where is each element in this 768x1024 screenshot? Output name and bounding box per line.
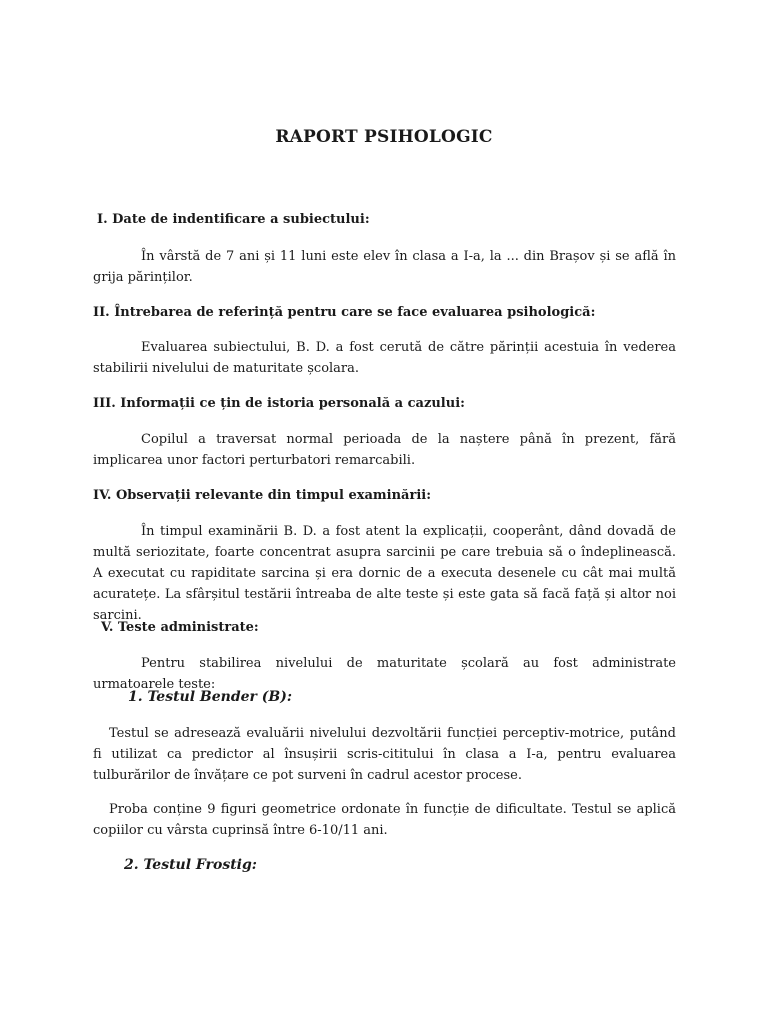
section-text-identification: În vârstă de 7 ani și 11 luni este elev în clasa a I-a, la ... din Brașov și se află în grija părinților.: [93, 249, 676, 285]
test-heading-bender: 1. Testul Bender (B):: [128, 689, 293, 705]
section-text-observations: În timpul examinării B. D. a fost atent la explicații, cooperânt, dând dovadă de multă seriozitate, foarte concentrat asupra sarcinii pe care trebuia să o îndeplinească. A executat cu rapiditate sarcina și era dornic de a executa desenele cu cât mai multă acuratețe. La sfârșitul testării întreaba de alte teste și este gata să facă față și altor noi sarcini.: [93, 524, 676, 623]
section-heading-tests: V. Teste administrate:: [101, 620, 259, 635]
section-text-referral-question: Evaluarea subiectului, B. D. a fost cerută de către părinții acestuia în vederea stabilirii nivelului de maturitate școlara.: [93, 340, 676, 376]
document-title: RAPORT PSIHOLOGIC: [275, 127, 493, 147]
section-text-tests: Pentru stabilirea nivelului de maturitate școlară au fost administrate urmatoarele teste:: [93, 656, 676, 692]
test-text-bender-items: Proba conține 9 figuri geometrice ordonate în funcție de dificultate. Testul se aplică copiilor cu vârsta cuprinsă între 6-10/11 ani.: [93, 802, 676, 838]
section-heading-personal-history: III. Informații ce țin de istoria personală a cazului:: [93, 396, 465, 411]
section-heading-referral-question: II. Întrebarea de referință pentru care se face evaluarea psihologică:: [93, 305, 596, 320]
test-heading-frostig: 2. Testul Frostig:: [124, 857, 257, 873]
test-text-bender-description: Testul se adresează evaluării nivelului dezvoltării funcției perceptiv-motrice, putând fi utilizat ca predictor al însușirii scris-cititului în clasa a I-a, pentru evaluarea tulburărilor de învățare ce pot surveni în cadrul acestor procese.: [93, 726, 676, 783]
section-text-personal-history: Copilul a traversat normal perioada de la naștere până în prezent, fără implicarea unor factori perturbatori remarcabili.: [93, 432, 676, 468]
section-heading-identification: I. Date de indentificare a subiectului:: [97, 212, 370, 227]
section-heading-observations: IV. Observații relevante din timpul examinării:: [93, 488, 431, 503]
